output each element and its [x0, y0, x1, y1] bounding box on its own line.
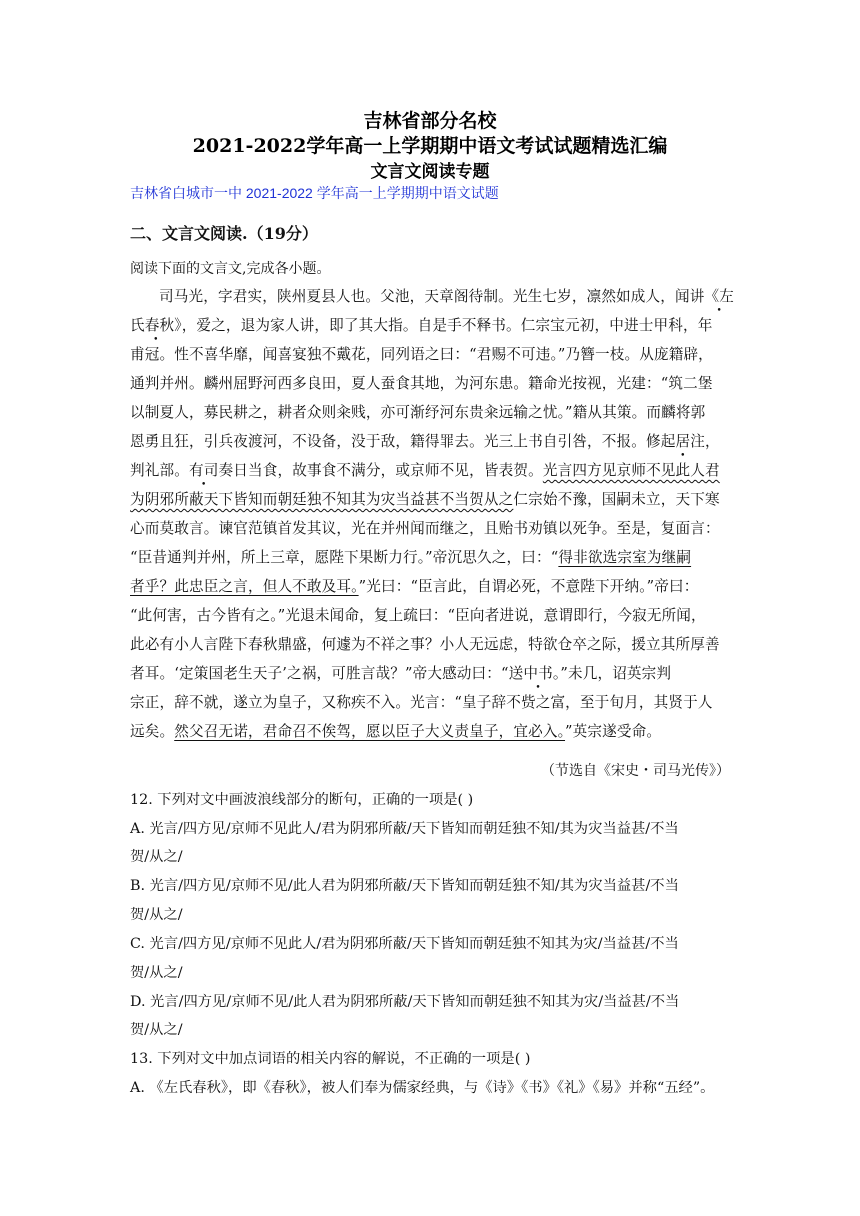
option-a-line1: A. 光言/四方见/京师不见此人/君为阴邪所蔽/天下皆知而朝廷独不知/其为灾当益甚/不当	[130, 821, 679, 837]
text-run: ，	[705, 433, 720, 450]
option-c-line1: C. 光言/四方见/京师不见此人/君为阴邪所蔽/天下皆知而朝廷独不知其为灾/当益甚/不当	[130, 936, 679, 952]
text-run: ”光曰：“臣言此，自谓必死，不意陛下开纳。”帝曰：	[358, 578, 699, 595]
passage-line: 宗正，辞不就，遂立为皇子，又称疾不入。光言：“皇子辞不赀之富，至于旬月，其贤于人	[130, 694, 713, 711]
option-d-line2: 贺/从之/	[130, 1022, 183, 1038]
dotted-term: 中书	[523, 665, 553, 682]
passage-line	[130, 659, 730, 688]
section-intro: 阅读下面的文言文,完成各小题。	[130, 261, 331, 277]
passage-line: 以制夏人，募民耕之，耕者众则籴贱，亦可渐纾河东贵籴远输之忧。”籍从其策。而麟将郭	[130, 404, 706, 421]
passage-line	[130, 427, 730, 456]
text-run: 奏日当食，故事食不满分，或京师不见，皆表贺。	[218, 462, 543, 479]
passage-line	[130, 572, 730, 601]
underlined-text: 然父召无诺，君命召不俟驾，愿以臣子大义责皇子，宜必入。	[174, 723, 566, 740]
passage-citation: （节选自《宋史・司马光传》）	[541, 763, 730, 779]
wavy-underlined-text: 光言四方见京师不见此人君	[542, 462, 720, 479]
text-run: 仁宗始不豫，国嗣未立，天下寒	[513, 491, 720, 508]
section-heading: 二、文言文阅读.（19分）	[130, 224, 318, 243]
doc-title-line1: 吉林省部分名校	[363, 110, 497, 132]
question-12: 12. 下列对文中画波浪线部分的断句，正确的一项是( )	[130, 792, 474, 808]
passage-line: 甫冠。性不喜华靡，闻喜宴独不戴花，同列语之曰：“君赐不可违。”乃簪一枝。从庞籍辟，	[130, 346, 713, 363]
source-link[interactable]: 吉林省白城市一中 2021-2022 学年高一上学期期中语文试题	[130, 185, 499, 201]
passage-line: 通判并州。麟州屈野河西多良田，夏人蚕食其地，为河东患。籍命光按视，光建：“筑二堡	[130, 375, 713, 392]
text-run: 。”未几，诏英宗判	[552, 665, 672, 682]
doc-title-line3: 文言文阅读专题	[370, 162, 490, 182]
dotted-term: 起居注	[660, 433, 706, 450]
text-run: 远矣。	[130, 723, 175, 740]
option-c-line2: 贺/从之/	[130, 965, 183, 981]
option-b-line2: 贺/从之/	[130, 907, 183, 923]
passage-line: 此必有小人言陛下春秋鼎盛，何遽为不祥之事？小人无远虑，特欲仓卒之际，援立其所厚善	[130, 636, 720, 653]
option-d-line1: D. 光言/四方见/京师不见/此人君为阴邪所蔽/天下皆知而朝廷独不知其为灾/当益甚/不当	[130, 994, 680, 1010]
text-run: 者耳。‘定策国老生天子’之祸，可胜言哉？”帝大感动曰：“送	[130, 665, 524, 682]
passage-line: “此何害，古今皆有之。”光退未闻命，复上疏曰：“臣向者进说，意谓即行，今寂无所闻，	[130, 607, 706, 624]
option-b-line1: B. 光言/四方见/京师不见/此人君为阴邪所蔽/天下皆知而朝廷独不知/其为灾当益甚/不当	[130, 878, 679, 894]
question-13: 13. 下列对文中加点词语的相关内容的解说，不正确的一项是( )	[130, 1051, 531, 1067]
wavy-underlined-text: 为阴邪所蔽天下皆知而朝廷独不知其为灾当益甚不当贺从之	[130, 491, 514, 508]
text-run: ”英宗遂受命。	[565, 723, 662, 740]
passage-line	[130, 311, 730, 340]
passage-line	[130, 543, 730, 572]
doc-title-line2: 2021-2022学年高一上学期期中语文考试试题精选汇编	[192, 135, 668, 157]
text-run: 判礼部。	[130, 462, 189, 479]
text-run: “臣昔通判并州，所上三章，愿陛下果断力行。”帝沉思久之，曰：“	[130, 549, 559, 566]
text-run: ，爱之，退为家人讲，即了其大指。自是手不释书。仁宗宝元初，中进士甲科，年	[181, 317, 713, 334]
text-run: 司马光，字君实，陕州夏县人也。父池，天章阁待制。光生七岁，凛然如成人，闻讲	[159, 288, 705, 305]
passage-line	[130, 717, 730, 746]
passage-line	[130, 485, 730, 514]
passage-line	[130, 282, 735, 311]
passage-line: 心而莫敢言。谏官范镇首发其议，光在并州闻而继之，且贻书劝镇以死争。至是，复面言：	[130, 520, 720, 537]
option-a-line2: 贺/从之/	[130, 849, 183, 865]
dotted-term: 有司	[188, 462, 219, 479]
underlined-text: 者乎？此忠臣之言，但人不敢及耳。	[130, 578, 359, 595]
dotted-term: 氏春秋》 •	[130, 317, 182, 334]
passage	[130, 282, 735, 746]
dotted-term: 《左 •	[705, 288, 735, 305]
underlined-text: 得非欲选宗室为继嗣	[558, 549, 692, 566]
passage-line	[130, 456, 730, 485]
text-run: 恩勇且狂，引兵夜渡河，不设备，没于敌，籍得罪去。光三上书自引咎，不报。修	[130, 433, 661, 450]
option-13-a: A. 《左氏春秋》，即《春秋》，被人们奉为儒家经典，与《诗》《书》《礼》《易》并称“五经”。	[130, 1080, 715, 1096]
